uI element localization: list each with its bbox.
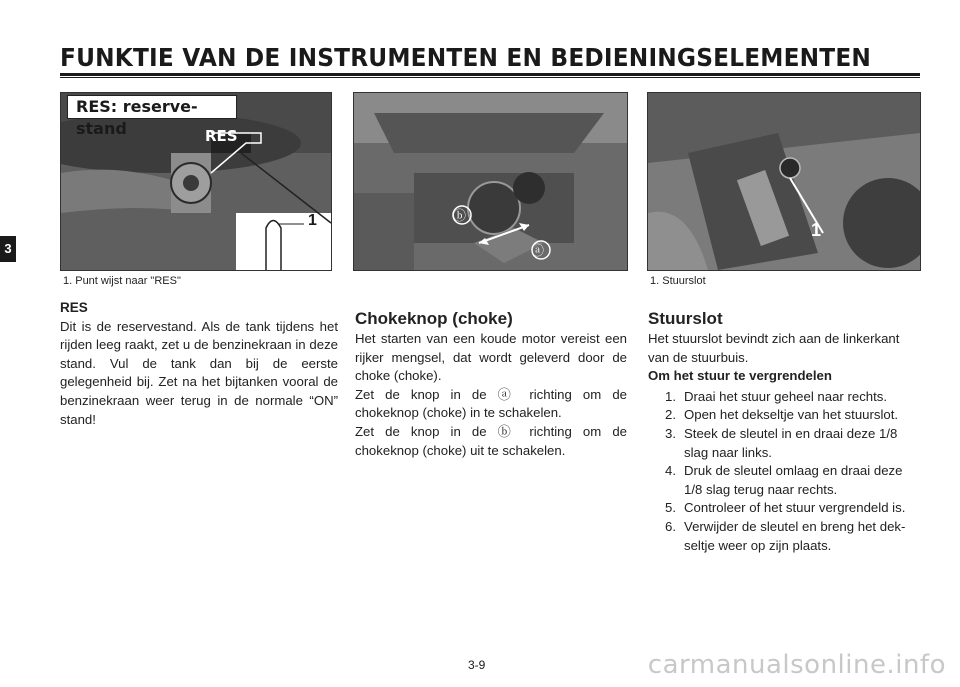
list-item: 4. Druk de sleutel omlaag en draai deze 1/8 slag terug naar rechts. bbox=[665, 463, 903, 497]
steering-lock-intro: Het stuurslot bevindt zich aan de linkerkant van de stuurbuis. bbox=[648, 331, 900, 365]
title-rule bbox=[60, 73, 920, 76]
res-section bbox=[60, 299, 338, 429]
choke-section bbox=[355, 308, 627, 460]
list-item: 6. Verwijder de sleutel en breng het dek-seltje weer op zijn plaats. bbox=[665, 518, 906, 553]
list-item: 3. Steek de sleutel in en draai deze 1/8 slag naar links. bbox=[665, 425, 898, 460]
res-heading: RES bbox=[60, 300, 88, 315]
choke-mark-b: ⓑ bbox=[453, 208, 467, 223]
page-number: 3-9 bbox=[468, 658, 486, 672]
page-title: FUNKTIE VAN DE INSTRUMENTEN EN BEDIENINGSELEMENTEN bbox=[60, 43, 872, 72]
lock-steps-list bbox=[648, 388, 923, 555]
choke-photo bbox=[353, 92, 628, 271]
choke-mark-a: ⓐ bbox=[531, 243, 545, 258]
steering-lock-heading: Stuurslot bbox=[648, 309, 723, 328]
watermark: carmanualsonline.info bbox=[647, 650, 946, 680]
list-item: 1. Draai het stuur geheel naar rechts. bbox=[665, 388, 888, 404]
steering-lock-section bbox=[648, 308, 923, 555]
list-item: 5. Controleer of het stuur vergrendeld is. bbox=[665, 500, 906, 516]
list-item: 2. Open het dekseltje van het stuurslot. bbox=[665, 407, 899, 423]
steering-lock-caption: 1. Stuurslot bbox=[650, 275, 706, 287]
choke-paragraph-2: Zet de knop in de ⓐ richting om de chokeknop (choke) in te schakelen. bbox=[355, 386, 627, 421]
lock-procedure-heading: Om het stuur te vergrendelen bbox=[648, 368, 832, 384]
choke-paragraph-3: Zet de knop in de ⓑ richting om de chokeknop (choke) uit te schakelen. bbox=[355, 423, 627, 458]
steering-lock-callout: 1 bbox=[811, 220, 822, 240]
choke-paragraph-1: Het starten van een koude motor vereist een rijker mengsel, dat wordt geleverd door de choke (choke). bbox=[355, 331, 627, 384]
fuel-tap-callout: 1 bbox=[308, 212, 317, 229]
title-rule-thin bbox=[60, 77, 920, 78]
steering-lock-photo bbox=[647, 92, 921, 271]
res-badge: RES bbox=[205, 127, 238, 145]
choke-heading: Chokeknop (choke) bbox=[355, 309, 513, 328]
fuel-tap-caption: 1. Punt wijst naar "RES" bbox=[63, 275, 181, 287]
res-body: Dit is de reservestand. Als de tank tijdens het rijden leeg raakt, zet u de benzinekraan in deze stand. Vul de tank dan bij de eerste gelegenheid bij. Zet na het bijtanken vooral de benzinekraan weer terug in de normale “ON” stand! bbox=[60, 318, 338, 427]
chapter-tab: 3 bbox=[0, 236, 16, 262]
res-reserve-label: RES: reserve-stand bbox=[67, 95, 237, 119]
